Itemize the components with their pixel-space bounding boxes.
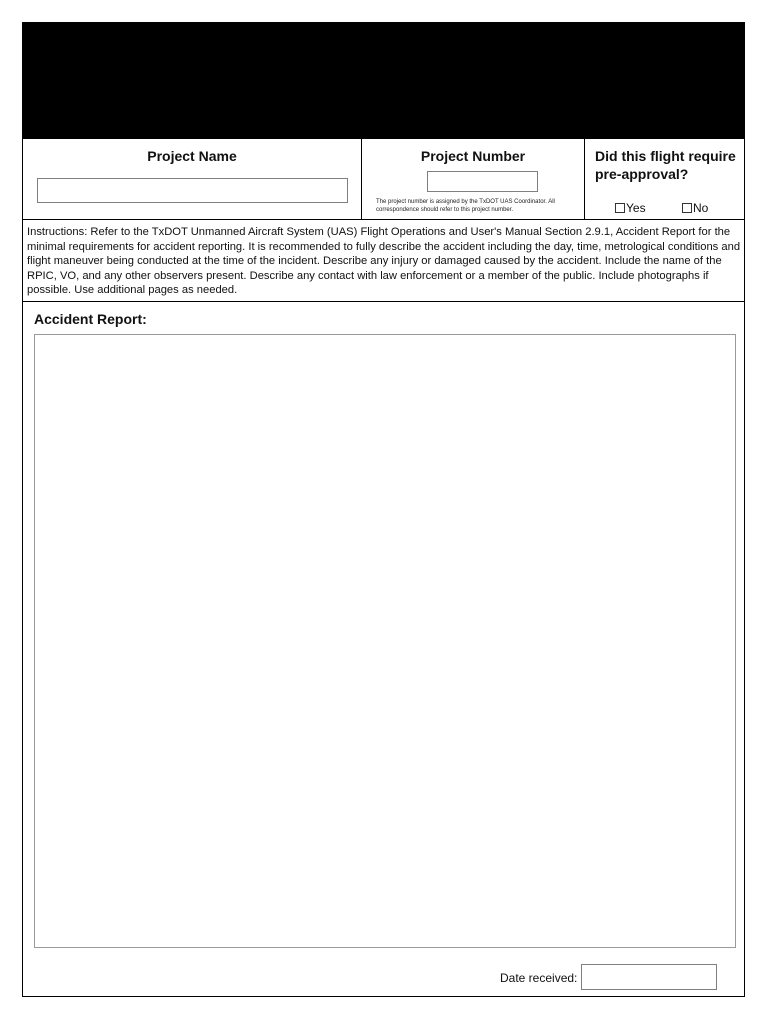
project-number-cell (362, 139, 585, 219)
pre-approval-cell (585, 139, 746, 219)
pre-approval-question: Did this flight require pre-approval? (595, 148, 736, 182)
header-banner (23, 23, 744, 139)
date-received-field[interactable] (581, 964, 717, 990)
accident-report-form (22, 22, 745, 997)
accident-report-title: Accident Report: (34, 311, 147, 327)
approval-yes-label: Yes (626, 201, 646, 215)
project-name-field[interactable] (37, 178, 348, 203)
approval-no-checkbox[interactable] (682, 203, 692, 213)
project-number-note: The project number is assigned by the TxDOT UAS Coordinator. All correspondence should refer to this project number. (376, 199, 555, 213)
project-number-label: Project Number (420, 148, 526, 164)
instructions-text: Instructions: Refer to the TxDOT Unmanned Aircraft System (UAS) Flight Operations and User's Manual Section 2.9.1, Accident Report for the minimal requirements for accident reporting. It is recommended to fully describe the accident including the day, time, metrological conditions and flight maneuver being conducted at the time of the incident. Describe any injury or damaged caused by the accident. Include the name of the RPIC, VO, and any other observers present. Describe any contact with law enforcement or a member of the public. Include photographs if possible. Use additional pages as needed. (27, 226, 741, 296)
project-name-label: Project Name (147, 148, 237, 164)
approval-yes-checkbox[interactable] (615, 203, 625, 213)
project-name-cell (23, 139, 362, 219)
project-number-field[interactable] (427, 171, 538, 192)
date-received-label: Date received: (500, 971, 578, 985)
approval-no-option[interactable] (682, 201, 708, 215)
project-info-row (23, 139, 744, 220)
section-divider (23, 301, 744, 302)
approval-yes-option[interactable] (615, 201, 646, 215)
approval-no-label: No (693, 201, 709, 215)
accident-report-textarea[interactable] (34, 334, 736, 948)
